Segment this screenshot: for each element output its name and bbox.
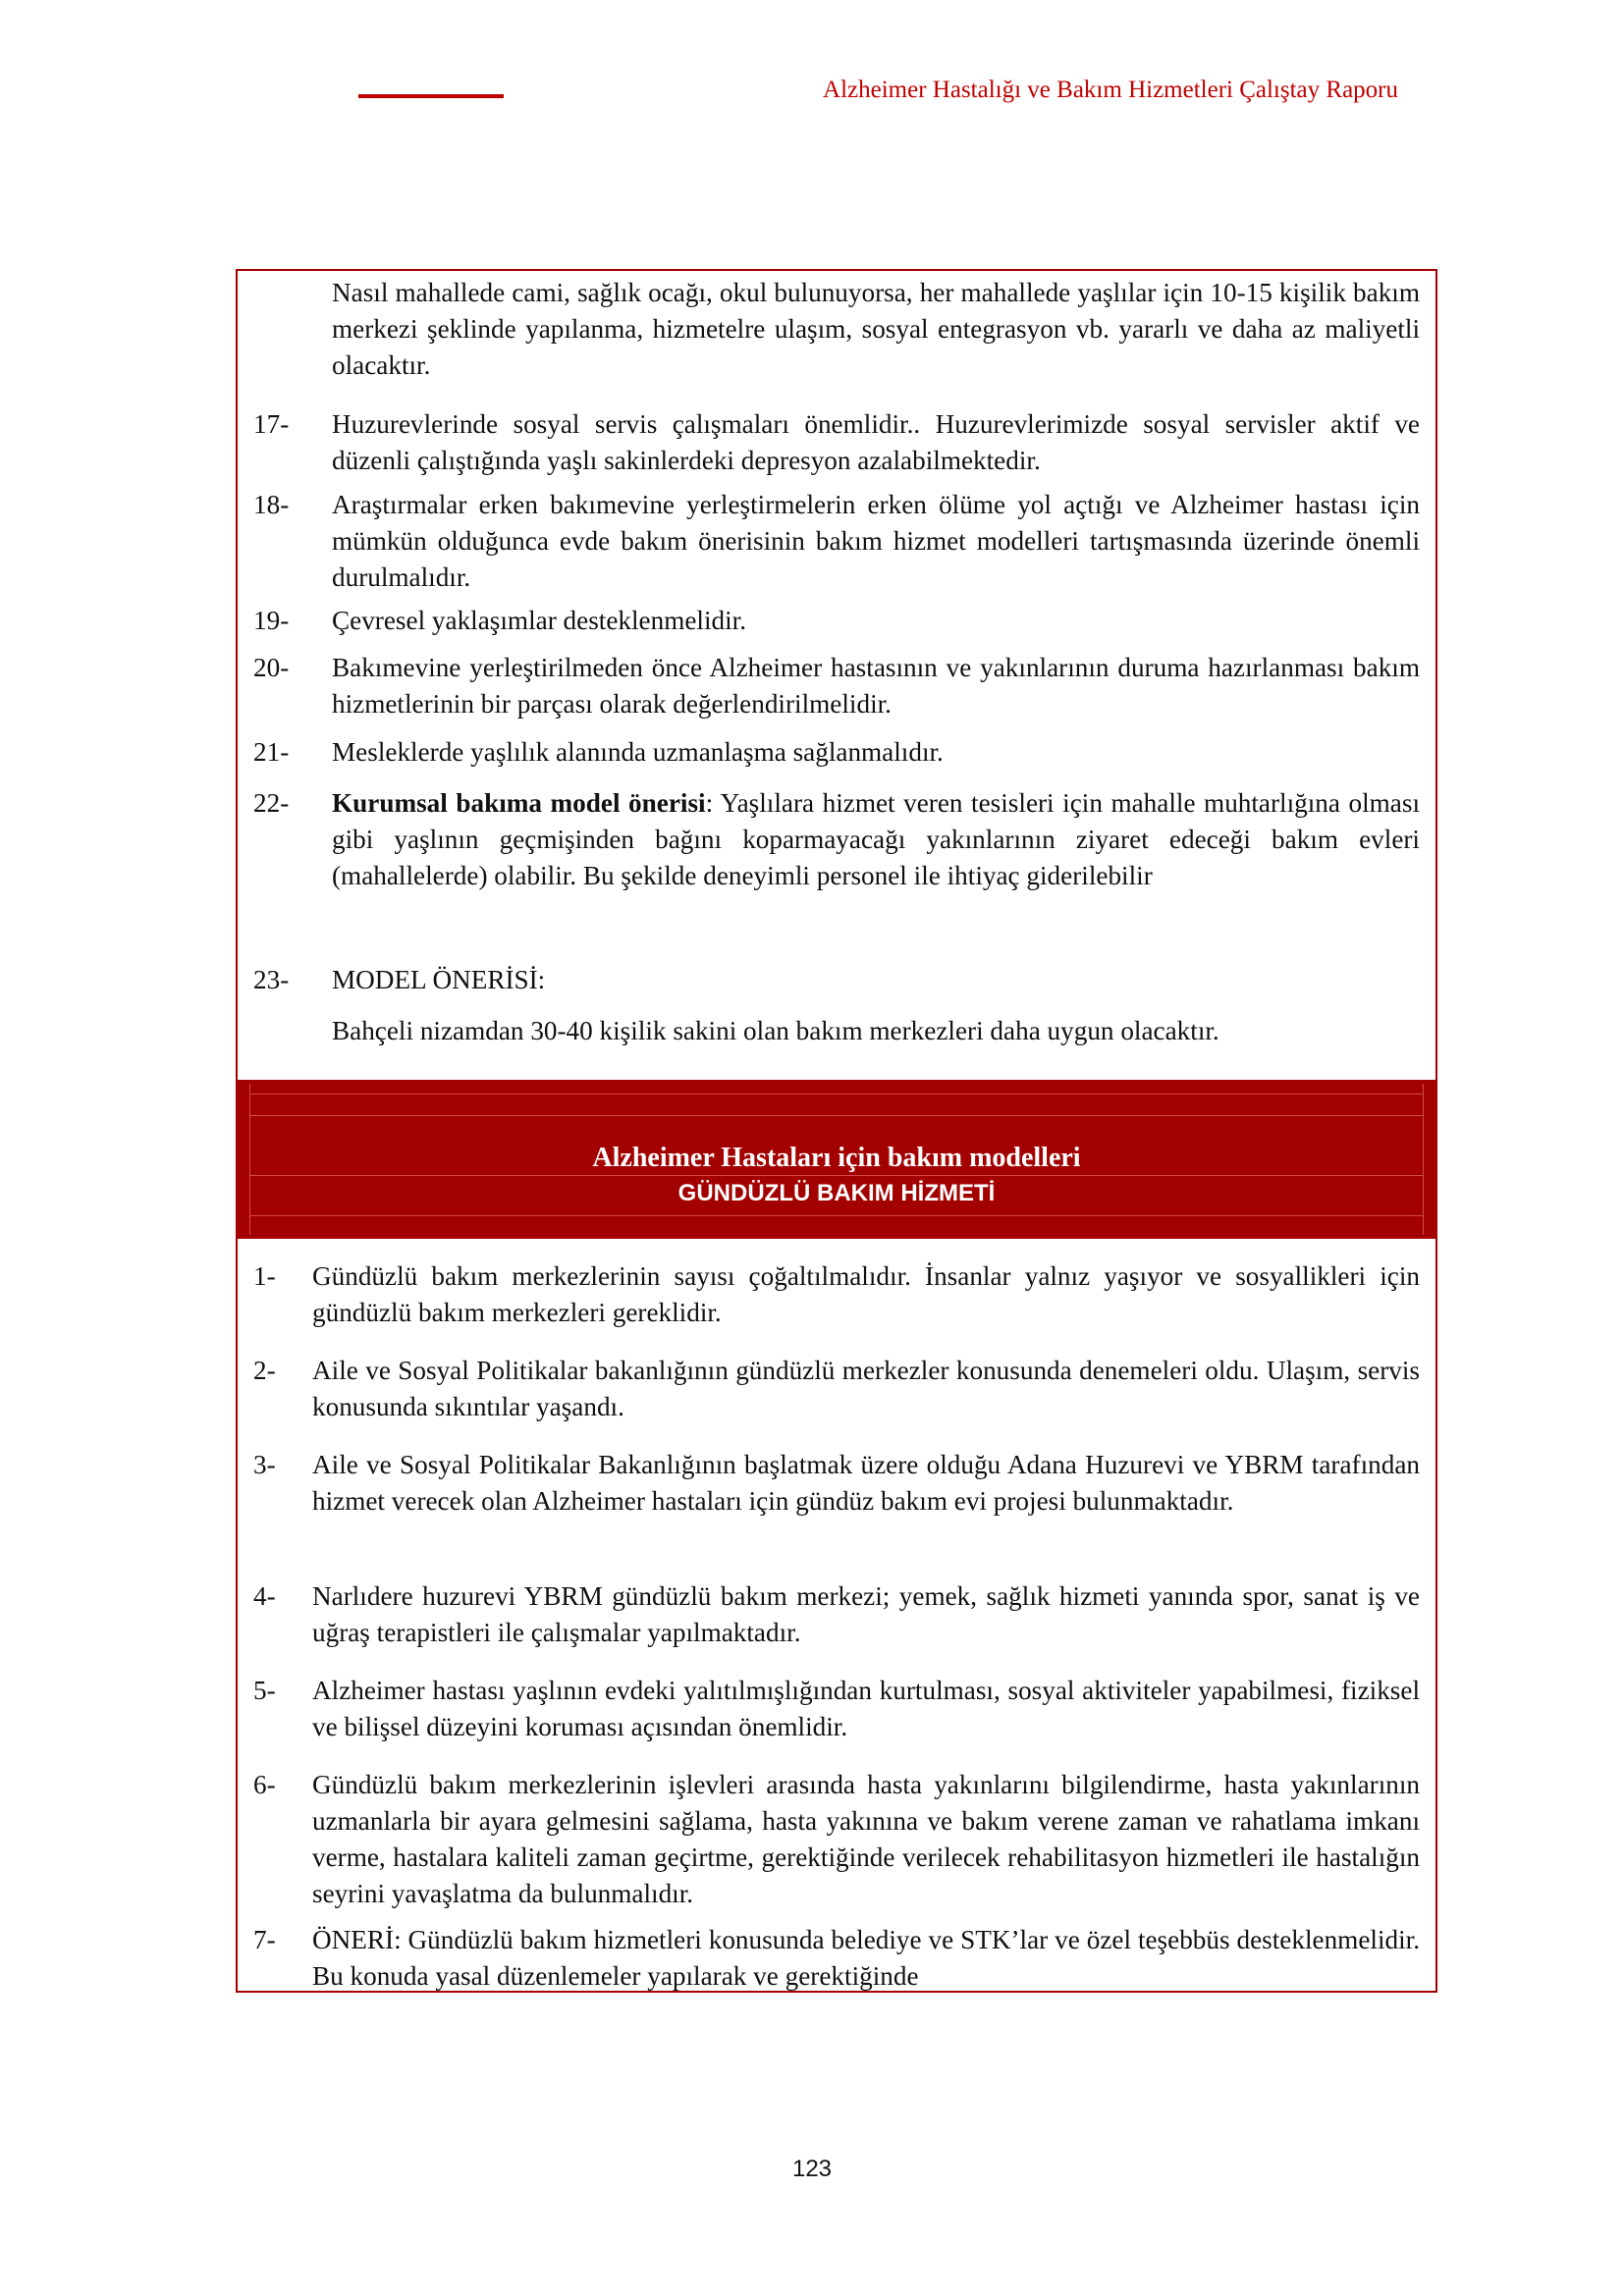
- item-text: Aile ve Sosyal Politikalar Bakanlığının başlatmak üzere olduğu Adana Huzurevi ve YBRM tarafından hizmet verecek olan Alzheimer hastaları için gündüz bakım evi projesi bulunmaktadır.: [312, 1450, 1420, 1516]
- item-text: Bakımevine yerleştirilmeden önce Alzheimer hastasının ve yakınlarının duruma hazırlanması bakım hizmetlerinin bir parçası olarak değerlendirilmelidir.: [332, 653, 1420, 719]
- item-text: Çevresel yaklaşımlar desteklenmelidir.: [332, 606, 747, 635]
- list-item: [253, 1767, 1420, 1912]
- item-number: 5-: [253, 1676, 276, 1705]
- outro-paragraph: Bahçeli nizamdan 30-40 kişilik sakini olan bakım merkezleri daha uygun olacaktır.: [332, 1016, 1219, 1045]
- banner-subtitle: GÜNDÜZLÜ BAKIM HİZMETİ: [677, 1180, 996, 1206]
- item-number: 21-: [253, 737, 290, 767]
- top-section-box: [236, 269, 1437, 1082]
- item-text: Mesleklerde yaşlılık alanında uzmanlaşma sağlanmalıdır.: [332, 737, 944, 767]
- item-number: 7-: [253, 1925, 276, 1954]
- item-number: 6-: [253, 1770, 276, 1799]
- item-text: Gündüzlü bakım merkezlerinin sayısı çoğaltılmalıdır. İnsanlar yalnız yaşıyor ve sosyallikleri için gündüzlü bakım merkezleri gereklidir.: [312, 1261, 1420, 1327]
- list-item: [253, 734, 1420, 771]
- item-number: 3-: [253, 1450, 276, 1479]
- item-number: 2-: [253, 1356, 276, 1385]
- item-number: 4-: [253, 1581, 276, 1611]
- item-bold-lead: Kurumsal bakıma model önerisi: [332, 788, 706, 818]
- item-number: 23-: [253, 965, 290, 994]
- item-text: Alzheimer hastası yaşlının evdeki yalıtılmışlığından kurtulması, sosyal aktiviteler yapabilmesi, fiziksel ve bilişsel düzeyini koruması açısından önemlidir.: [312, 1676, 1420, 1741]
- section-banner: [236, 1080, 1437, 1239]
- item-number: 20-: [253, 653, 290, 682]
- item-text: Narlıdere huzurevi YBRM gündüzlü bakım merkezi; yemek, sağlık hizmeti yanında spor, sanat iş ve uğraş terapistleri ile çalışmalar yapılmaktadır.: [312, 1581, 1420, 1647]
- list-item: [253, 1258, 1420, 1331]
- item-number: 19-: [253, 606, 290, 635]
- item-text: MODEL ÖNERİSİ:: [332, 965, 546, 994]
- item-text: Aile ve Sosyal Politikalar bakanlığının gündüzlü merkezler konusunda denemeleri oldu. Ulaşım, servis konusunda sıkıntılar yaşandı.: [312, 1356, 1420, 1421]
- item-number: 22-: [253, 788, 290, 818]
- list-item: [253, 1353, 1420, 1425]
- list-item: [253, 406, 1420, 479]
- list-item: [253, 1673, 1420, 1745]
- banner-gridline: [249, 1175, 1424, 1176]
- header-rule: [358, 94, 504, 98]
- banner-gridline: [249, 1115, 1424, 1116]
- banner-gridline: [249, 1094, 1424, 1095]
- page-number: 123: [791, 2156, 833, 2182]
- intro-paragraph: Nasıl mahallede cami, sağlık ocağı, okul bulunuyorsa, her mahallede yaşlılar için 10-15 kişilik bakım merkezi şeklinde yapılanma, hizmetelre ulaşım, sosyal entegrasyon vb. yararlı ve daha az maliyetli olacaktır.: [332, 278, 1420, 380]
- item-text: Huzurevlerinde sosyal servis çalışmaları önemlidir.. Huzurevlerimizde sosyal servisler aktif ve düzenli çalıştığında yaşlı sakinlerdeki depresyon azalabilmektedir.: [332, 409, 1420, 475]
- header-title: Alzheimer Hastalığı ve Bakım Hizmetleri Çalıştay Raporu: [823, 77, 1398, 103]
- list-item: [253, 785, 1420, 894]
- item-number: 17-: [253, 409, 290, 439]
- list-item: [253, 603, 1420, 639]
- list-item: [253, 1578, 1420, 1651]
- list-item: [253, 1922, 1420, 1995]
- list-item: [253, 962, 1420, 998]
- banner-gridline: [249, 1215, 1424, 1216]
- item-text: Araştırmalar erken bakımevine yerleştirmelerin erken ölüme yol açtığı ve Alzheimer hastası için mümkün olduğunca evde bakım önerisinin bakım hizmet modelleri tartışmasında üzerinde önemli durulmalıdır.: [332, 490, 1420, 592]
- list-item: [253, 487, 1420, 596]
- item-text: ÖNERİ: Gündüzlü bakım hizmetleri konusunda belediye ve STK’lar ve özel teşebbüs desteklenmelidir. Bu konuda yasal düzenlemeler yapılarak ve gerektiğinde: [312, 1925, 1420, 1991]
- item-number: 1-: [253, 1261, 276, 1291]
- list-item: [253, 650, 1420, 722]
- item-text: : Yaşlılara hizmet veren tesisleri için mahalle muhtarlığına olması gibi yaşlının geçmişinden bağını koparmayacağı yakınlarının ziyaret edeceği bakım evleri (mahallelerde) olabilir. Bu şekilde deneyimli personel ile ihtiyaç giderilebilir: [332, 788, 1420, 890]
- item-number: 18-: [253, 490, 290, 519]
- item-text: Gündüzlü bakım merkezlerinin işlevleri arasında hasta yakınlarını bilgilendirme, hasta yakınlarının uzmanlarla bir ayara gelmesini sağlama, hasta yakınına ve bakım verene zaman ve rahatlama imkanı verme, hastalara kaliteli zaman geçirtme, gerektiğinde verilecek rehabilitasyon hizmetleri ile hastalığın seyrini yavaşlatma da bulunmalıdır.: [312, 1770, 1420, 1908]
- banner-title: Alzheimer Hastaları için bakım modelleri: [592, 1143, 1081, 1173]
- bottom-section-box: [236, 1237, 1437, 1993]
- list-item: [253, 1447, 1420, 1520]
